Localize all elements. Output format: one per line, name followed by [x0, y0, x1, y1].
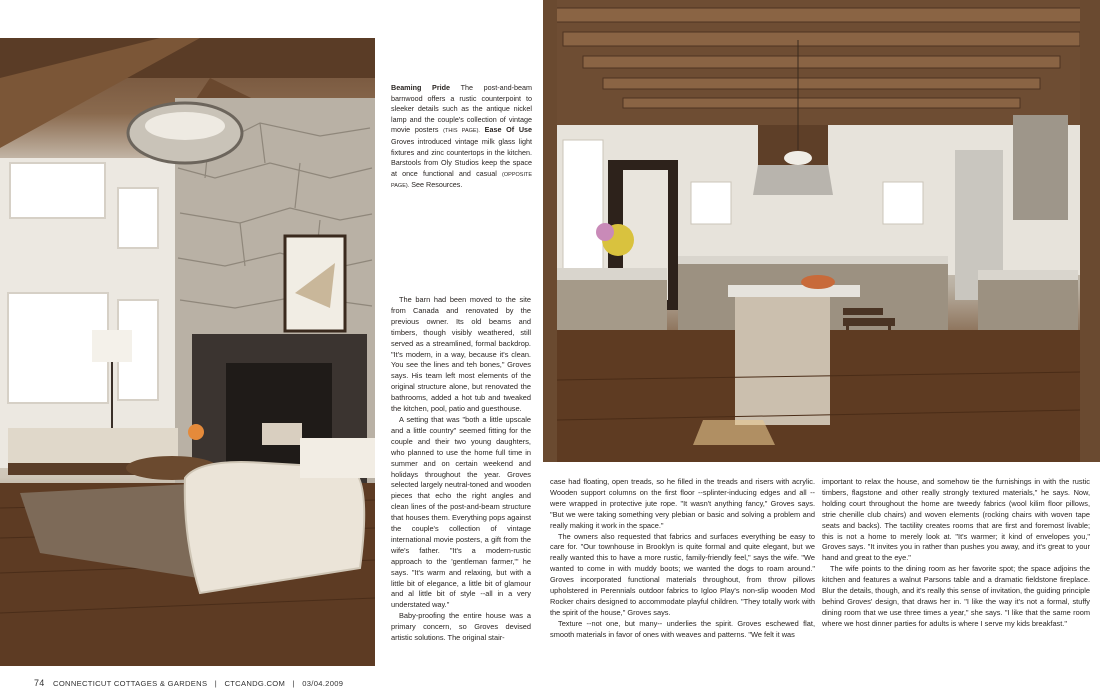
article-column-2: [550, 477, 815, 641]
paragraph: The owners also requested that fabrics and surfaces everything be easy to care for. "Our townhouse in Brooklyn is quite formal and quite elegant, but we really wanted this to have a more rustic, family-friendly feel," says the wife. "We wanted to come in with muddy boots; we wanted the dogs to roam around." Groves incorporated functional materials throughout, from throw pillows upholstered in Perennials outdoor fabrics to Igloo Play's non-slip wooden Mod Rocker chairs designed to accommodate playful children. "They totally work with the spirit of the house," Groves says.: [550, 531, 815, 617]
caption-ref-2: (OPPOSITE PAGE).: [391, 171, 532, 190]
paragraph: A setting that was "both a little upscale and a little country" seemed fitting for the couple and their two young daughters, who planned to use the home full time in summer and on certain weekend and holidays throughout the year. Groves selected largely neutral-toned and wooden pieces that echo the right angles and clean lines of the post-and-beam structure that houses them. Everything pops against the couple's collection of vintage international movie posters, a gift from the wife's father. "It's a modern-rustic approach to the 'gentleman farmer,'" he says. "It's warm and relaxing, but with a little bit of elegance, a little bit of glamour and al little bit of style --all in a very understated way.": [391, 414, 531, 610]
caption-ref-1: (THIS PAGE).: [443, 128, 480, 135]
paragraph: Baby-proofing the entire house was a primary concern, so Groves devised artistic solutions. The original stair-: [391, 611, 531, 643]
right-post: [1080, 0, 1100, 462]
caption-heading-2: Ease Of Use: [484, 125, 533, 135]
page-folio: [34, 678, 343, 688]
magazine-site: CTCANDG.COM: [224, 679, 286, 688]
left-post: [543, 0, 557, 462]
photo-caption: [391, 83, 532, 192]
paragraph: The barn had been moved to the site from Canada and renovated by the previous owner. Its old beams and timbers, though visibly weathered, still served as a streamlined, formal backdrop. "It's modern, in a way, because it's clean. You see the lines and teh bones," Groves says. His team left most elements of the original structure alone, but renovated the bathrooms, added a hot tub and tweaked the kitchen, pool, patio and guesthouse.: [391, 295, 531, 414]
caption-heading-1: Beaming Pride: [391, 83, 451, 92]
caption-text-2: Groves introduced vintage milk glass light fixtures and zinc countertops in the kitchen. Barstools from Oly Studios keep the space at once functional and casual: [391, 136, 532, 178]
article-column-3: [822, 477, 1090, 630]
folio-separator: |: [292, 679, 295, 688]
article-column-1: [391, 295, 531, 644]
fruit-bowl: [801, 275, 835, 289]
range-hood: [753, 165, 833, 195]
paragraph: Texture --not one, but many-- underlies the spirit. Groves eschewed flat, smooth materials in favor of ones with weaves and patterns. "We felt it was: [550, 618, 815, 639]
issue-date: 03/04.2009: [302, 679, 344, 688]
folio-separator: |: [214, 679, 218, 688]
magazine-name: CONNECTICUT COTTAGES & GARDENS: [53, 679, 208, 688]
kitchen-photo: [543, 0, 1100, 462]
caption-text-1: The post-and-beam barnwood offers a rustic counterpoint to sleeker details such as the antique nickel lamp and the couple's collection of vintage movie posters: [391, 83, 532, 135]
page-number: 74: [34, 678, 45, 688]
living-room-photo: [0, 38, 375, 666]
paragraph: important to relax the house, and somehow tie the furnishings in with the rustic timbers, flagstone and other really strongly textured materials," he says. Now, holding court throughout the home are tweedy fabrics (wool kilim floor pillows, strie chenille club chairs) and woven elements (rocking chairs with woven tape seats and backs). The tactility creates rooms that are first and foremost livable; this is not a home to merely look at. "It's warmer; it kind of envelopes you," Groves says. "It invites you in rather than pushes you away, and it's great to your hand and great to the eye.": [822, 477, 1090, 563]
milk-glass-pendant: [784, 151, 812, 165]
paragraph: case had floating, open treads, so he filled in the treads and risers with acrylic. Wooden support columns on the first floor --splinter-inducing edges and all --were wrapped in protective jute rope. "It wasn't anything fancy," Groves says. "But we were taking something very plebian or basic and solving a problem and really making it work in the space.": [550, 477, 815, 530]
caption-text-3: See Resources.: [411, 180, 463, 190]
paragraph: The wife points to the dining room as her favorite spot; the space adjoins the kitchen and features a walnut Parsons table and a dramatic fieldstone fireplace. Blur the details, though, and it's really this sense of invitation, the guiding principle behind Groves' design, that draws her in. "I like the way it's not a formal, stuffy dining room that we use three times a year," she says. "I like that the same room where we host dinner parties for adults is where I serve my kids breakfast.": [822, 564, 1090, 628]
